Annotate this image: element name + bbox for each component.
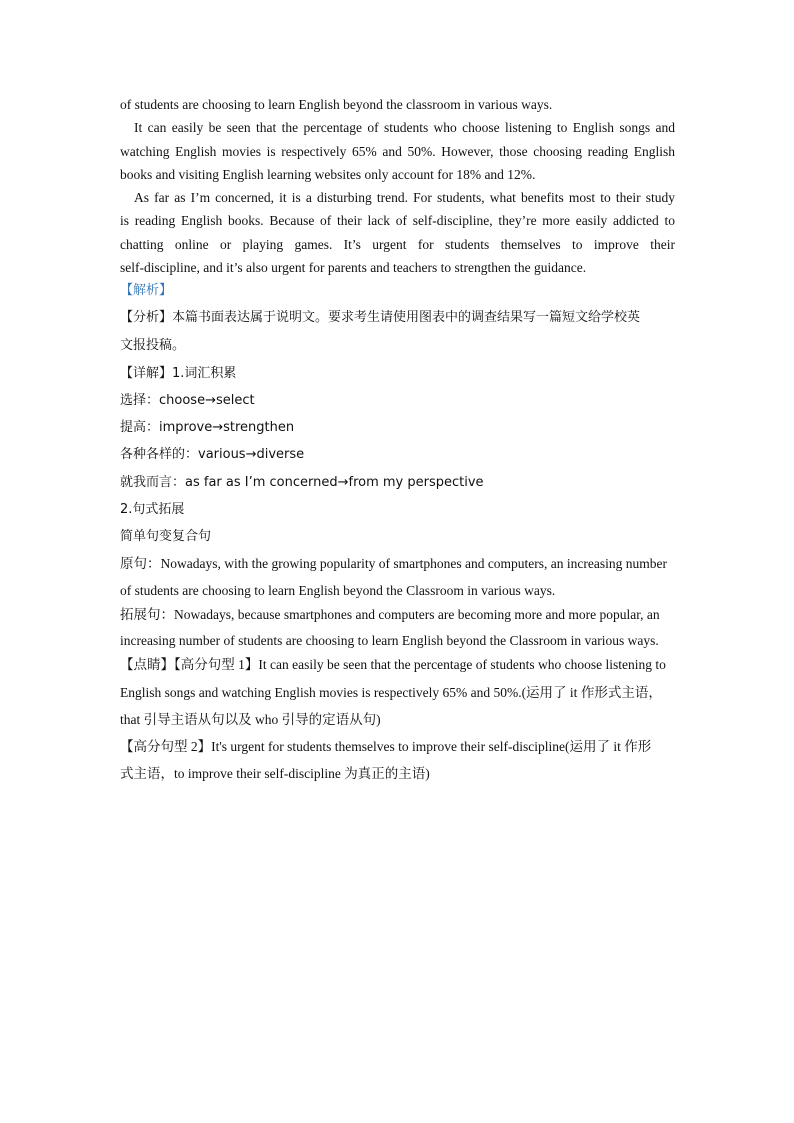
- vocab-item: 各种各样的：various→diverse: [120, 447, 305, 462]
- original-sentence: of students are choosing to learn English beyond the Classroom in various ways.: [120, 583, 556, 598]
- essay-line: self-discipline, and it’s also urgent for parents and teachers to strengthen the guidance.: [120, 260, 587, 275]
- highlight-sentence-1: 【点睛】【高分句型 1】It can easily be seen that the percentage of students who choose listening to: [120, 657, 666, 672]
- expanded-sentence: increasing number of students are choosing to learn English beyond the Classroom in various ways.: [120, 633, 659, 648]
- highlight-sentence-2: 式主语，to improve their self-discipline 为真正的主语): [120, 766, 430, 781]
- vocab-item: 就我而言：as far as I’m concerned→from my perspective: [120, 475, 484, 490]
- essay-line: It can easily be seen that the percentage of students who choose listening to English songs and: [134, 120, 675, 135]
- essay-line: books and visiting English learning websites only account for 18% and 12%.: [120, 167, 536, 182]
- essay-line: chatting online or playing games. It’s urgent for students themselves to improve their: [120, 237, 675, 252]
- sentence-heading: 2.句式拓展: [120, 502, 185, 517]
- highlight-sentence-1: that 引导主语从句以及 who 引导的定语从句): [120, 712, 381, 727]
- highlight-sentence-1: English songs and watching English movies is respectively 65% and 50%.(运用了 it 作形式主语，: [120, 685, 662, 700]
- sentence-subheading: 简单句变复合句: [120, 529, 212, 544]
- expanded-sentence: 拓展句：Nowadays, because smartphones and computers are becoming more and more popular, an: [120, 607, 660, 622]
- essay-line: is reading English books. Because of their lack of self-discipline, they’re more easily addicted to: [120, 213, 675, 228]
- original-sentence: 原句：Nowadays, with the growing popularity of smartphones and computers, an increasing number: [120, 556, 668, 571]
- detail-heading: 【详解】1.词汇积累: [120, 366, 237, 381]
- vocab-item: 提高：improve→strengthen: [120, 420, 295, 435]
- jiexi-heading: 【解析】: [120, 283, 173, 298]
- analysis-line: 【分析】本篇书面表达属于说明文。要求考生请使用图表中的调查结果写一篇短文给学校英: [120, 310, 641, 325]
- analysis-line: 文报投稿。: [120, 338, 186, 353]
- essay-line: watching English movies is respectively 65% and 50%. However, those choosing reading English: [120, 144, 675, 159]
- vocab-item: 选择：choose→select: [120, 393, 255, 408]
- essay-line: As far as I’m concerned, it is a disturbing trend. For students, what benefits most to their study: [134, 190, 675, 205]
- essay-line: of students are choosing to learn English beyond the classroom in various ways.: [120, 97, 553, 112]
- highlight-sentence-2: 【高分句型 2】It's urgent for students themselves to improve their self-discipline(运用了 it 作形: [120, 739, 652, 754]
